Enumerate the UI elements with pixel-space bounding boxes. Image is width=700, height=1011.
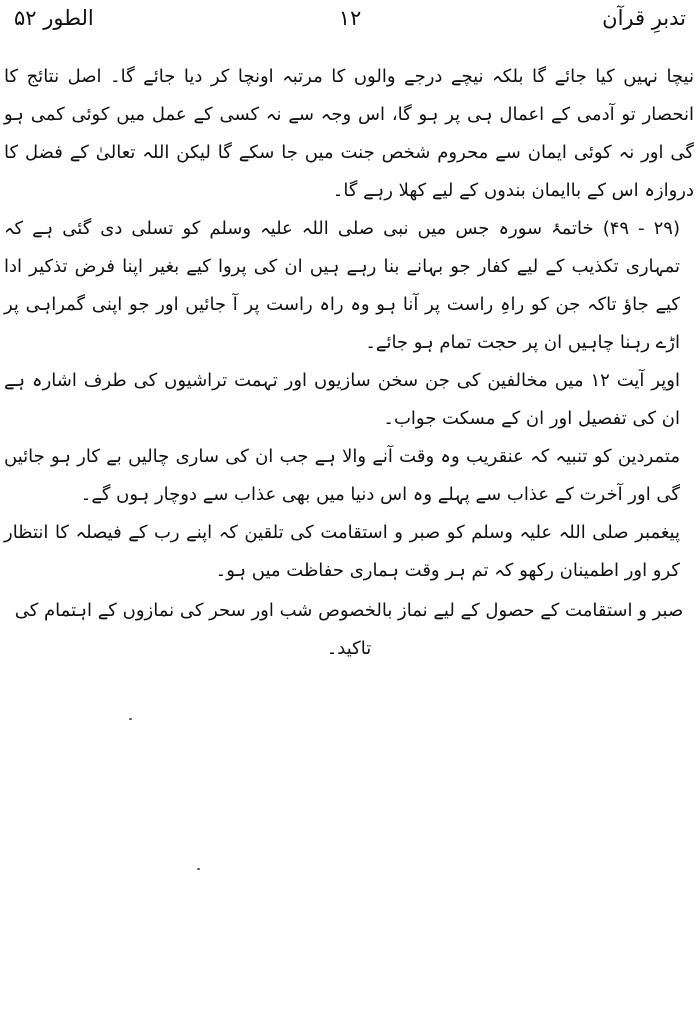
paragraph-closing-of-previous: نیچا نہیں کیا جائے گا بلکہ نیچے درجے والوں کا مرتبہ اونچا کر دیا جائے گا۔ اصل نتائج کا انحصار تو آدمی کے اعمال ہی پر ہو گا، اس وجہ سے نہ کسی کے عمل میں کوئی کمی ہو گی اور نہ کوئی ایمان سے محروم شخص جنت میں جا سکے گا لیکن اللہ تعالیٰ کے فضل کا دروازہ اس کے باایمان بندوں کے لیے کھلا رہے گا۔: [4, 66, 694, 201]
paragraph-warning: متمردین کو تنبیہ کہ عنقریب وہ وقت آنے والا ہے جب ان کی ساری چالیں بے کار ہو جائیں گی اور آخرت کے عذاب سے پہلے وہ اس دنیا میں بھی عذاب سے دوچار ہوں گے۔: [4, 446, 680, 505]
surah-label: الطور ۵۲: [14, 6, 94, 30]
paragraph-opponents-reply: اوپر آیت ۱۲ میں مخالفین کی جن سخن سازیوں اور تہمت تراشیوں کی طرف اشارہ ہے ان کی تفصیل اور ان کے مسکت جواب۔: [4, 370, 680, 429]
paragraph-section-summary: (۲۹ - ۴۹) خاتمۂ سورہ جس میں نبی صلی اللہ علیہ وسلم کو تسلی دی گئی ہے کہ تمہاری تکذیب کے لیے کفار جو بہانے بنا رہے ہیں ان کی پروا کیے بغیر اپنا فرض تذکیر ادا کیے جاؤ تاکہ جن کو راہِ راست پر آنا ہو وہ راہ راست پر آ جائیں اور جو اپنی گمراہی پر اڑے رہنا چاہیں ان پر حجت تمام ہو جائے۔: [4, 218, 680, 353]
paragraph-prayer-emphasis: صبر و استقامت کے حصول کے لیے نماز بالخصوص شب اور سحر کی نمازوں کے اہتمام کی تاکید۔: [14, 600, 684, 659]
paragraph-patience-exhortation: پیغمبر صلی اللہ علیہ وسلم کو صبر و استقامت کی تلقین کہ اپنے رب کے فیصلہ کا انتظار کرو اور اطمینان رکھو کہ تم ہر وقت ہماری حفاظت میں ہو۔: [4, 522, 680, 581]
page-header: [14, 4, 686, 38]
scan-speck: [129, 718, 132, 720]
commentary-body: [4, 58, 694, 668]
page-number: ۱۲: [338, 6, 362, 30]
scan-speck: [197, 868, 200, 870]
book-title: تدبرِ قرآن: [602, 6, 686, 30]
